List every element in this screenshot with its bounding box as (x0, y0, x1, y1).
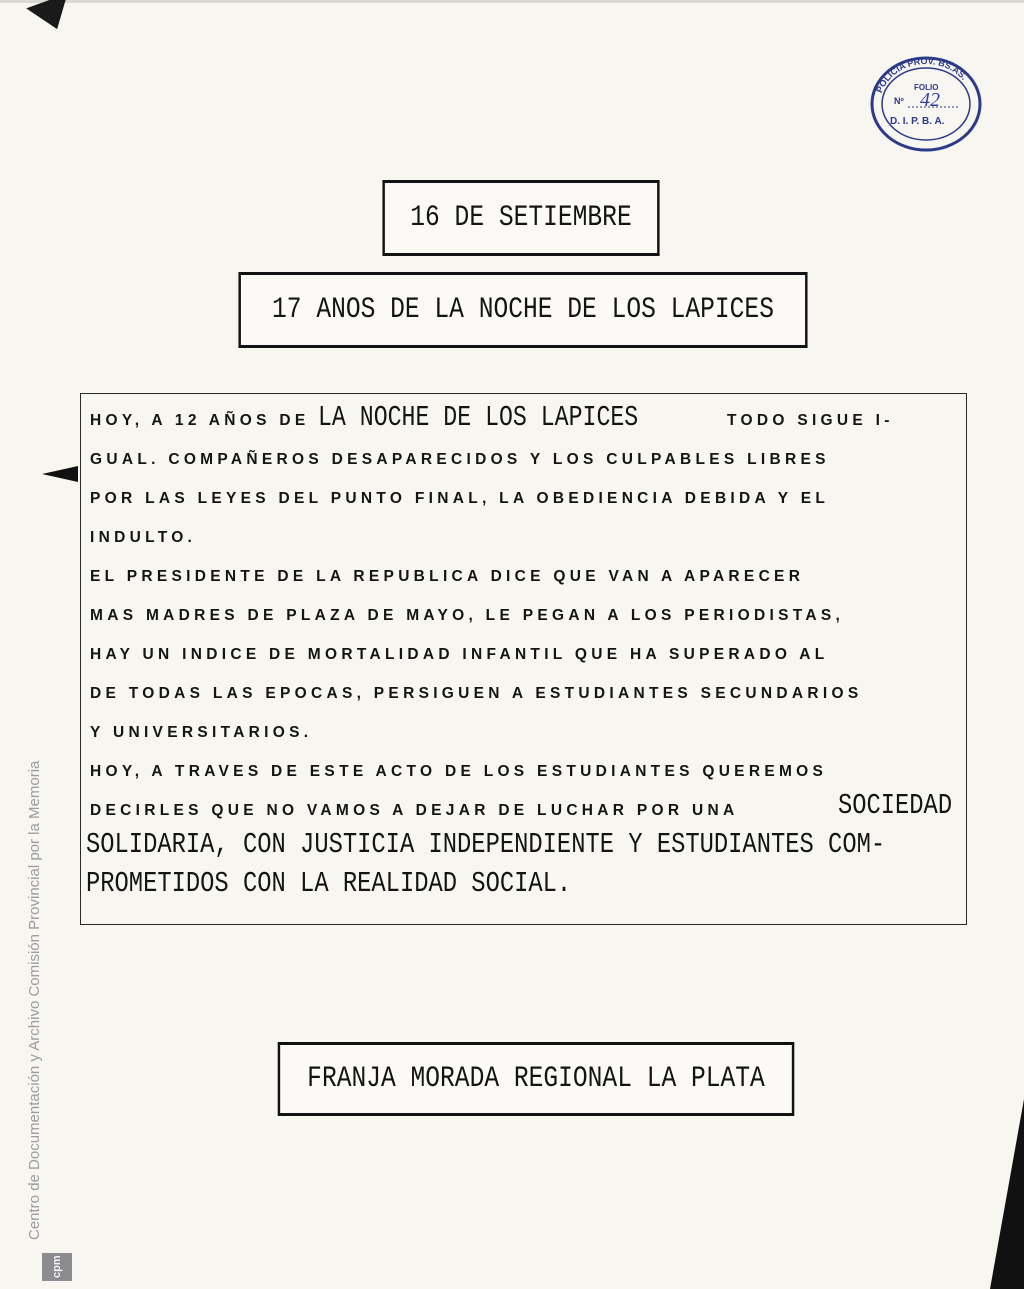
signature: FRANJA MORADA REGIONAL LA PLATA (307, 1062, 765, 1096)
stamp-number-label: Nº (894, 96, 904, 106)
punch-hole-mark (42, 466, 78, 482)
body-line-8: DE TODAS LAS EPOCAS, PERSIGUEN A ESTUDIANTES SECUNDARIOS (90, 685, 863, 702)
date-heading-box (382, 180, 659, 256)
stamp-number-value: 42 (920, 89, 940, 111)
body-line-7: HAY UN INDICE DE MORTALIDAD INFANTIL QUE HA SUPERADO AL (90, 646, 829, 663)
body-line-9: Y UNIVERSITARIOS. (90, 724, 313, 741)
stamp-office: D. I. P. B. A. (890, 116, 945, 127)
stamp-ring-text: POLICIA PROV. BS.AS. (874, 55, 970, 95)
body-line-2: GUAL. COMPAÑEROS DESAPARECIDOS Y LOS CULPABLES LIBRES (90, 451, 830, 468)
archive-badge: cpm (42, 1253, 72, 1281)
scan-corner-mark (26, 0, 78, 37)
body-line-6: MAS MADRES DE PLAZA DE MAYO, LE PEGAN A LOS PERIODISTAS, (90, 607, 845, 624)
date-heading: 16 DE SETIEMBRE (410, 201, 632, 235)
closing-line-1: SOCIEDAD (837, 789, 953, 822)
page-edge (0, 0, 1024, 3)
closing-text (86, 786, 953, 903)
body-line-10: HOY, A TRAVES DE ESTE ACTO DE LOS ESTUDIANTES QUEREMOS (90, 763, 828, 780)
body-line-4: INDULTO. (90, 529, 197, 546)
body-text (90, 398, 970, 830)
closing-line-3: PROMETIDOS CON LA REALIDAD SOCIAL. (86, 867, 572, 900)
body-line (90, 398, 970, 440)
body-line-1a: HOY, A 12 AÑOS DE (90, 412, 319, 429)
body-line-1b: TODO SIGUE I- (718, 412, 894, 429)
stamp-folio: FOLIO (914, 83, 939, 92)
archive-watermark: Centro de Documentación y Archivo Comisión Provincial por la Memoria (26, 760, 43, 1240)
title-heading: 17 ANOS DE LA NOCHE DE LOS LAPICES (272, 293, 774, 327)
signature-box (278, 1042, 795, 1116)
scan-corner-mark-bottom (990, 1099, 1024, 1289)
title-heading-box (238, 272, 807, 348)
closing-line-2: SOLIDARIA, CON JUSTICIA INDEPENDIENTE Y ESTUDIANTES COM- (86, 828, 886, 861)
body-line-5: EL PRESIDENTE DE LA REPUBLICA DICE QUE VAN A APARECER (90, 568, 805, 585)
body-line-3: POR LAS LEYES DEL PUNTO FINAL, LA OBEDIENCIA DEBIDA Y EL (90, 490, 830, 507)
police-stamp (866, 52, 984, 156)
body-line-1-emphasis: LA NOCHE DE LOS LAPICES (318, 401, 639, 434)
body-line-11-text: DECIRLES QUE NO VAMOS A DEJAR DE LUCHAR POR UNA (90, 802, 739, 819)
